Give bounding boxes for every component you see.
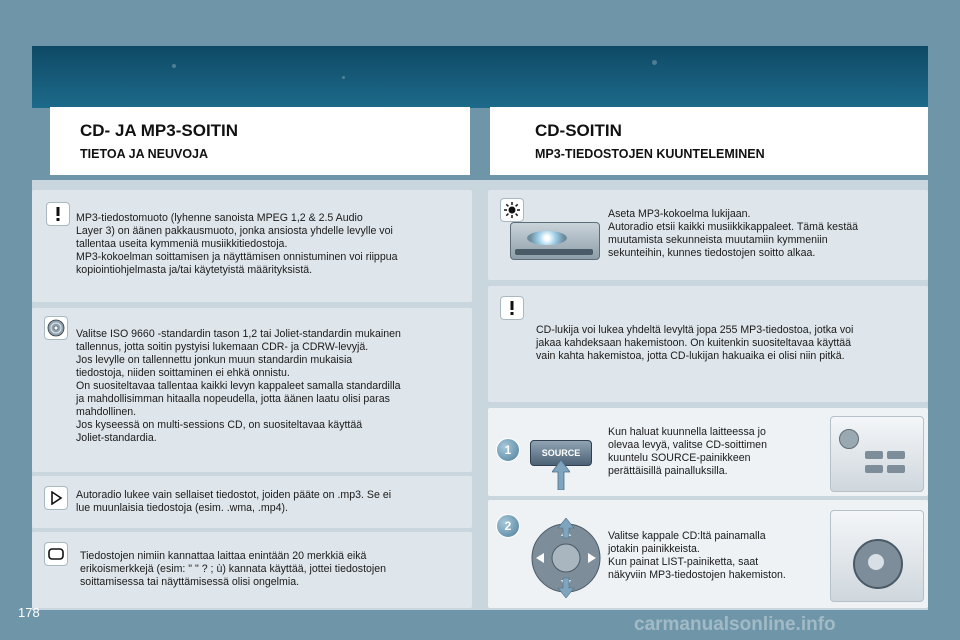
right-title-box <box>490 107 928 175</box>
card-text: Valitse ISO 9660 -standardin tason 1,2 tai Joliet-standardin mukainen tallennus, jotta soitin pystyisi lukemaan CDR- ja CDRW-levyjä. Jos levylle on tallennettu jonkun muun standardin mukaisia tiedostoja, niiden soittaminen ei ehkä onnistu. On suositeltavaa tallentaa kaikki levyn kappaleet samalla standardilla ja mahdollisimman hitaalla nopeudella, jotta äänen laatu olisi paras mahdollinen. Jos kyseessä on multi-sessions CD, on suositeltavaa käyttää Joliet-standardia. <box>76 328 401 444</box>
step-2-icon: 2 <box>496 514 520 538</box>
source-button-image: SOURCE <box>530 440 592 466</box>
info-card-file-extensions <box>32 476 472 528</box>
watermark: carmanualsonline.info <box>634 614 836 635</box>
info-card-iso-standard <box>32 308 472 472</box>
card-text: Tiedostojen nimiin kannattaa laittaa enintään 20 merkkiä eikä erikoismerkkejä (esim: " " ? ; ù) kannata käyttää, jottei tiedostojen soittamisessa tai näyttämisessä olisi ongelmia. <box>80 550 387 588</box>
exclamation-icon <box>46 202 70 226</box>
card-text: Valitse kappale CD:ltä painamalla jotakin painikkeista. Kun painat LIST-painiketta, saat näkyviin MP3-tiedostojen hakemiston. <box>608 530 786 581</box>
arrow-up-icon <box>552 460 570 490</box>
sun-icon <box>500 198 524 222</box>
section-title: CD- JA MP3-SOITIN <box>80 121 239 140</box>
panel-button-image <box>865 465 883 473</box>
decor-dot <box>342 76 345 79</box>
info-card-insert-disc <box>488 190 928 280</box>
left-title-box <box>50 107 470 175</box>
info-card-mp3-format <box>32 190 472 302</box>
card-text: Autoradio lukee vain sellaiset tiedostot, joiden pääte on .mp3. Se ei lue muunlaisia tiedostoja (esim. .wma, .mp4). <box>76 489 392 514</box>
info-card-step-2 <box>488 500 928 608</box>
panel-button-image <box>865 451 883 459</box>
volume-knob-image <box>839 429 859 449</box>
page-number: 178 <box>18 605 40 620</box>
rounded-rect-icon <box>44 542 68 566</box>
card-text: Aseta MP3-kokoelma lukijaan. Autoradio etsii kaikki musiikkikappaleet. Tämä kestää muutamista sekunneista muutamiin kymmeniin sekunteihin, kunnes tiedostojen soitto alkaa. <box>608 208 859 259</box>
disc-image <box>527 231 567 245</box>
info-card-file-names <box>32 532 472 608</box>
direction-pad-image <box>526 518 606 598</box>
exclamation-icon <box>500 296 524 320</box>
step-1-icon: 1 <box>496 438 520 462</box>
section-title: CD-SOITIN <box>535 121 622 140</box>
control-panel-image <box>830 510 924 602</box>
card-text: Kun haluat kuunnella laitteessa jo olevaa levyä, valitse CD-soittimen kuuntelu SOURCE-painikkeen perättäisillä painalluksilla. <box>608 426 767 477</box>
cd-player-image <box>510 222 600 260</box>
control-panel-image <box>830 416 924 492</box>
header-band <box>32 46 928 108</box>
section-subtitle: TIETOA JA NEUVOJA <box>80 147 209 161</box>
info-card-capacity <box>488 286 928 402</box>
panel-button-image <box>887 451 905 459</box>
dial-center-image <box>868 554 884 570</box>
disc-icon <box>44 316 68 340</box>
decor-dot <box>172 64 176 68</box>
player-button-strip <box>515 249 593 255</box>
info-card-step-1 <box>488 408 928 496</box>
section-subtitle: MP3-TIEDOSTOJEN KUUNTELEMINEN <box>535 147 765 161</box>
card-text: MP3-tiedostomuoto (lyhenne sanoista MPEG 1,2 & 2.5 Audio Layer 3) on äänen pakkausmuoto, jonka ansiosta yhdelle levylle voi tallentaa useita kymmeniä musiikkitiedostoja. MP3-kokoelman soittamisen ja näyttämisen onnistuminen voi riippua kopiointiohjelmasta ja/tai käytetyistä määrityksistä. <box>76 212 398 276</box>
panel-button-image <box>887 465 905 473</box>
decor-dot <box>652 60 657 65</box>
play-icon <box>44 486 68 510</box>
card-text: CD-lukija voi lukea yhdeltä levyltä jopa 255 MP3-tiedostoa, jotka voi jakaa kahdeksaan hakemistoon. On kuitenkin suositeltavaa käyttää vain kahta hakemistoa, jotta CD-lukijan hakuaika ei olisi niin pitkä. <box>536 324 854 362</box>
